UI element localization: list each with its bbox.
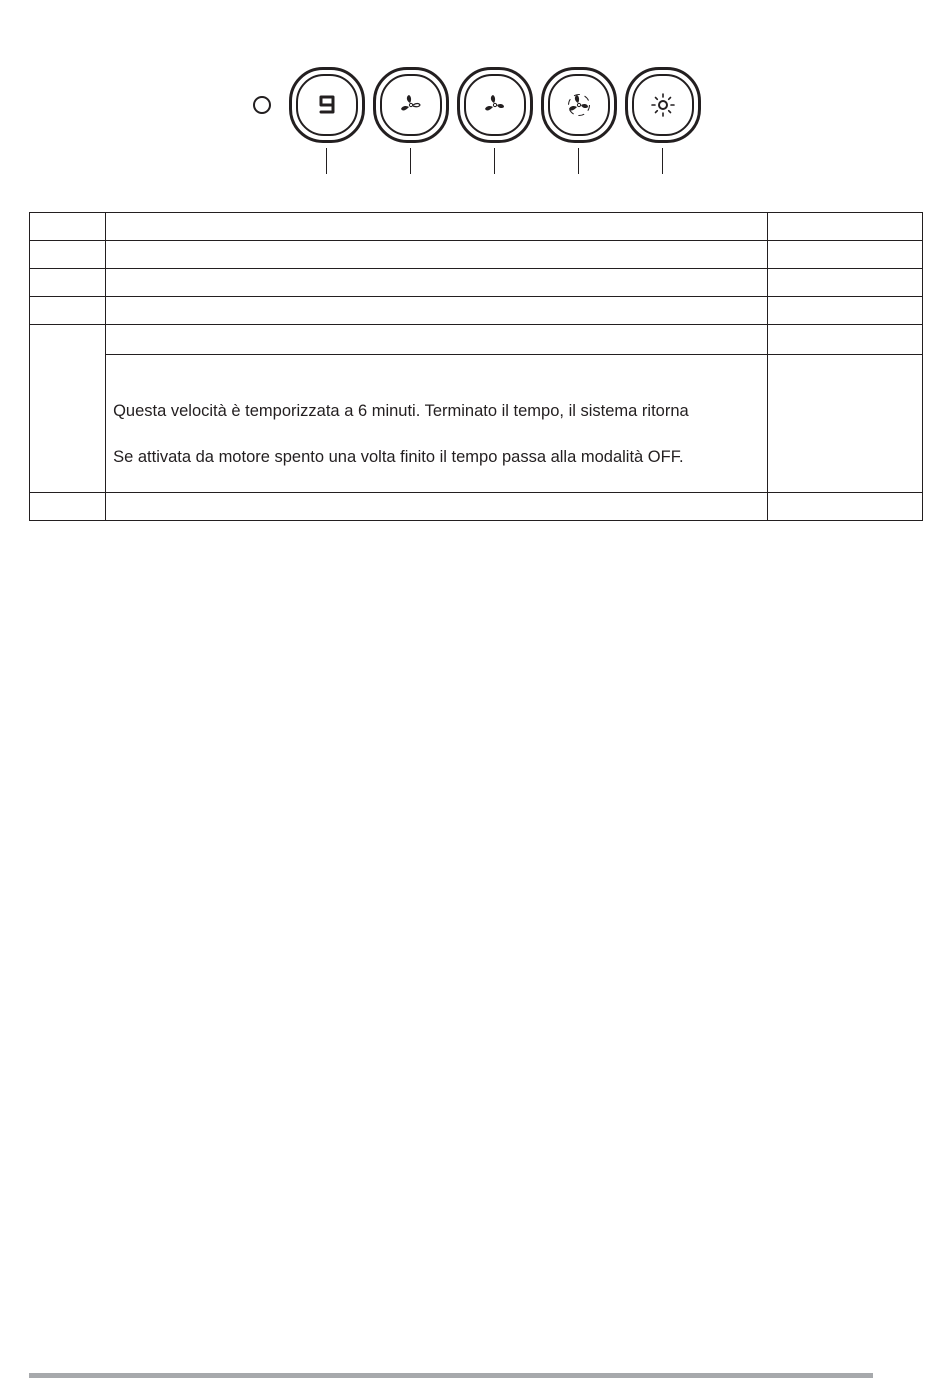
table-row	[30, 297, 923, 325]
fan-speed-3-icon	[564, 90, 594, 120]
intensive-description-cell	[106, 355, 768, 493]
table-cell	[106, 297, 768, 325]
fan-speed-2-button[interactable]	[457, 67, 533, 143]
table-cell	[30, 241, 106, 269]
intensive-timer-note: Questa velocità è temporizzata a 6 minuti. Terminato il tempo, il sistema ritorna	[113, 402, 689, 420]
table-cell	[106, 325, 768, 355]
table-cell	[30, 297, 106, 325]
table-cell	[767, 297, 922, 325]
table-cell	[767, 269, 922, 297]
table-cell	[767, 355, 922, 493]
table-cell	[30, 493, 106, 521]
leader-line	[410, 148, 411, 174]
table-cell	[767, 241, 922, 269]
table-row	[30, 269, 923, 297]
delay-off-icon	[312, 90, 342, 120]
table-cell	[30, 269, 106, 297]
table-cell	[767, 213, 922, 241]
leader-line	[662, 148, 663, 174]
light-button[interactable]	[625, 67, 701, 143]
table-cell	[106, 493, 768, 521]
delay-off-button[interactable]	[289, 67, 365, 143]
table-cell	[30, 325, 106, 493]
table-row	[30, 355, 923, 493]
leader-line	[326, 148, 327, 174]
table-cell	[106, 241, 768, 269]
fan-speed-1-icon	[396, 90, 426, 120]
footer-divider	[29, 1373, 873, 1378]
light-icon	[648, 90, 678, 120]
table-cell	[106, 269, 768, 297]
button-description-table	[29, 212, 923, 521]
table-cell	[30, 213, 106, 241]
table-cell	[106, 213, 768, 241]
table-row	[30, 493, 923, 521]
fan-speed-1-button[interactable]	[373, 67, 449, 143]
led-indicator-icon	[253, 96, 271, 114]
leader-line	[578, 148, 579, 174]
table-cell	[767, 325, 922, 355]
leader-line	[494, 148, 495, 174]
control-panel-diagram	[0, 0, 950, 180]
fan-speed-3-button[interactable]	[541, 67, 617, 143]
table-row	[30, 213, 923, 241]
fan-speed-2-icon	[480, 90, 510, 120]
table-cell	[767, 493, 922, 521]
table-row	[30, 241, 923, 269]
intensive-off-note: Se attivata da motore spento una volta finito il tempo passa alla modalità OFF.	[113, 448, 684, 466]
table-row	[30, 325, 923, 355]
